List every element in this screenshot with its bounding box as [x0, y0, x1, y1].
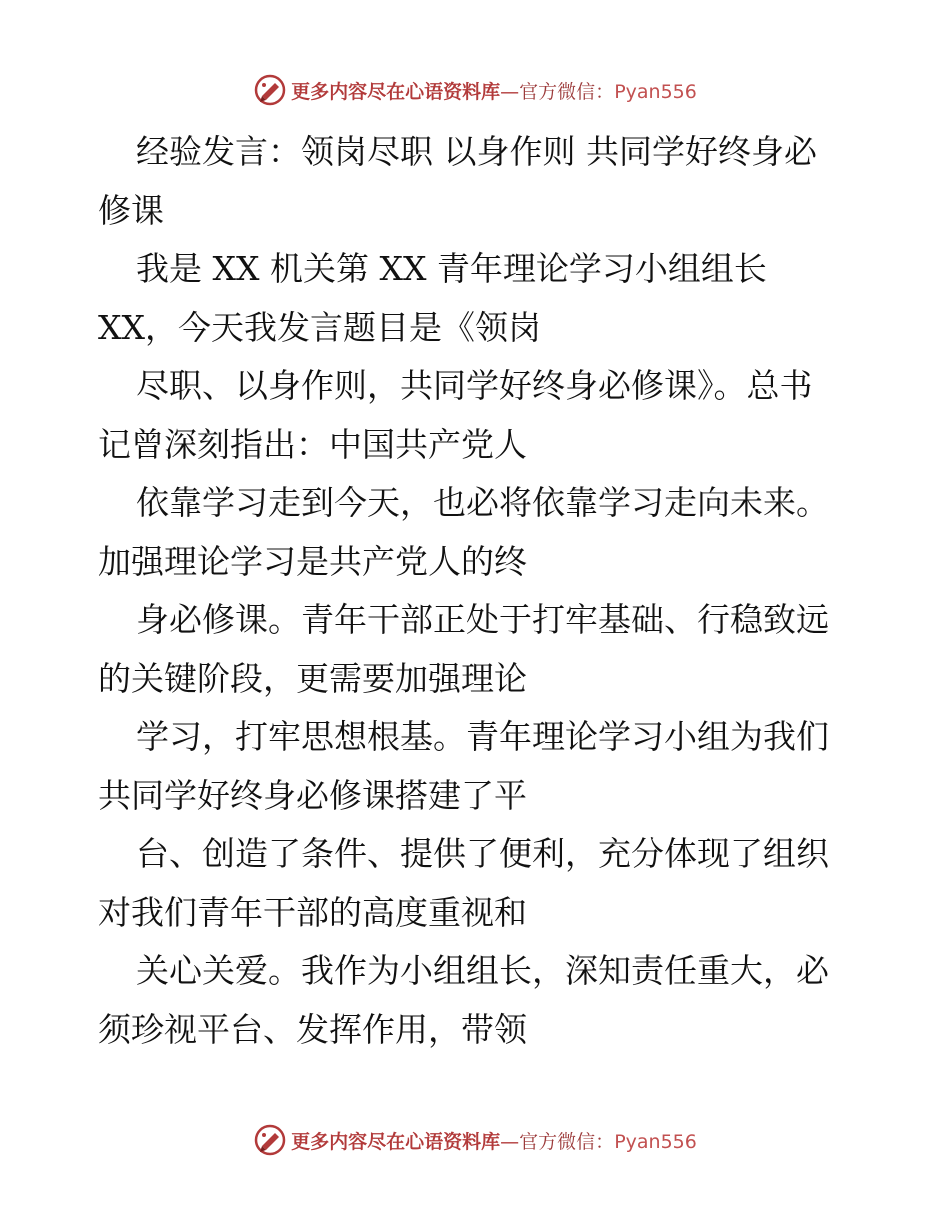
document-body	[98, 123, 858, 1059]
watermark-text	[291, 1127, 697, 1154]
text-line: 关心关爱。我作为小组组长，深知责任重大，必	[136, 951, 829, 990]
text-line: 的关键阶段，更需要加强理论	[98, 658, 527, 698]
watermark-wechat-account: Pyan556	[614, 80, 697, 103]
text-line: 修课	[98, 190, 164, 230]
watermark-site-text: 更多内容尽在心语资料库	[291, 80, 501, 103]
text-line: 经验发言：领岗尽职 以身作则 共同学好终身必	[136, 132, 817, 171]
text-line: 加强理论学习是共产党人的终	[98, 541, 527, 581]
text-line: 须珍视平台、发挥作用，带领	[98, 1009, 527, 1049]
text-line: 尽职、以身作则，共同学好终身必修课》。总书	[136, 366, 813, 405]
text-line: 台、创造了条件、提供了便利，充分体现了组织	[136, 834, 829, 873]
watermark-wechat-label: 官方微信：	[519, 1130, 615, 1153]
watermark-dash: —	[500, 80, 520, 103]
text-line: 对我们青年干部的高度重视和	[98, 892, 527, 932]
text-line: XX，今天我发言题目是《领岗	[98, 307, 541, 347]
text-line: 依靠学习走到今天，也必将依靠学习走向未来。	[136, 483, 829, 522]
watermark-site-text: 更多内容尽在心语资料库	[291, 1130, 501, 1153]
watermark-text	[291, 77, 697, 104]
header-watermark	[0, 70, 950, 110]
watermark-wechat-account: Pyan556	[614, 1130, 697, 1153]
text-line: 我是 XX 机关第 XX 青年理论学习小组组长	[136, 249, 767, 288]
footer-watermark	[0, 1120, 950, 1160]
watermark-dash: —	[500, 1130, 520, 1153]
watermark-wechat-label: 官方微信：	[519, 80, 615, 103]
pen-logo-icon	[253, 73, 287, 107]
pen-logo-icon	[253, 1123, 287, 1157]
text-line: 学习，打牢思想根基。青年理论学习小组为我们	[136, 717, 829, 756]
text-line: 身必修课。青年干部正处于打牢基础、行稳致远	[136, 600, 829, 639]
text-line: 记曾深刻指出：中国共产党人	[98, 424, 527, 464]
text-line: 共同学好终身必修课搭建了平	[98, 775, 527, 815]
